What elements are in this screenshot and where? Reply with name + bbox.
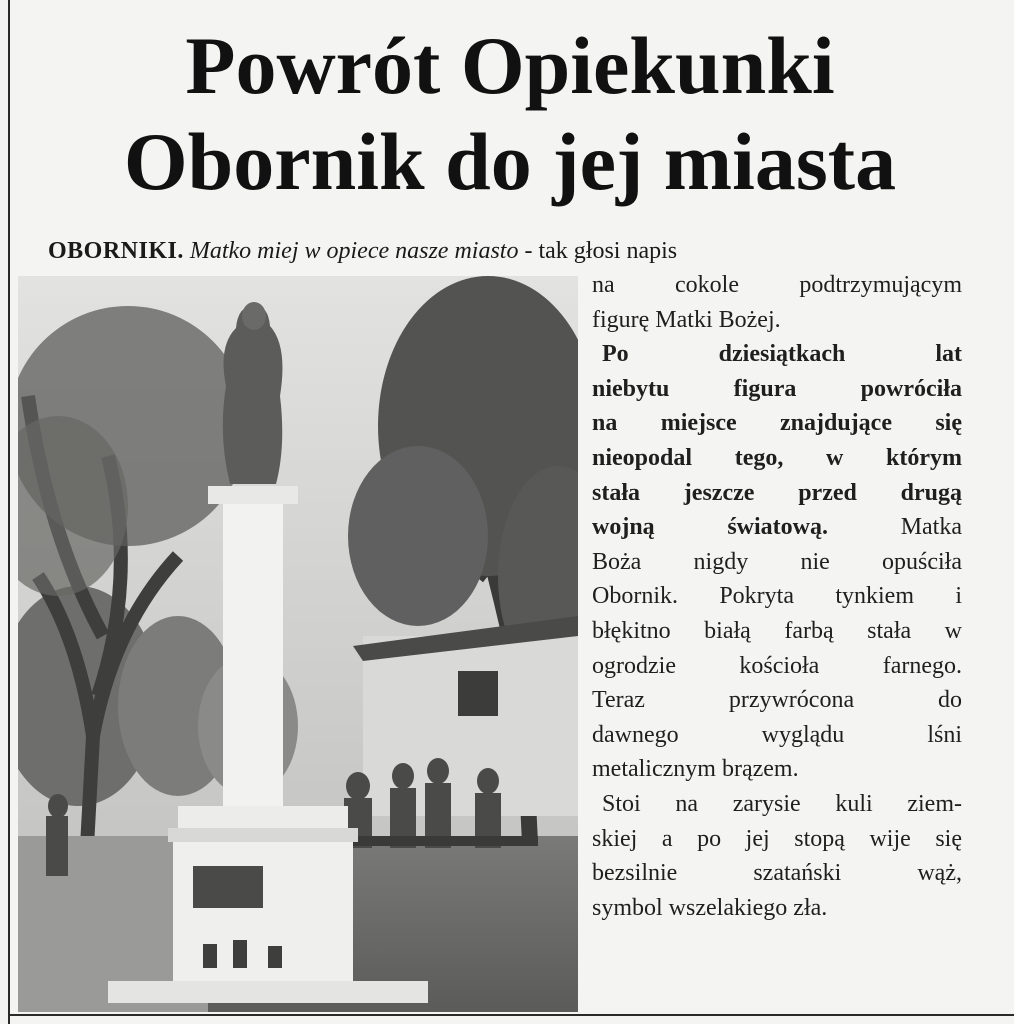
bold-line: nieopodal tego, w którym: [592, 444, 962, 471]
body-line: symbol wszelakiego zła.: [592, 894, 828, 921]
body-line: metalicznym brązem.: [592, 756, 799, 783]
body-line: bezsilnie szatański wąż,: [592, 860, 962, 887]
lead-text: - tak głosi napis: [518, 238, 678, 264]
mixed-line: [592, 510, 962, 545]
article-headline: [20, 18, 1000, 210]
bottom-rule: [8, 1014, 1014, 1016]
body-line: błękitno białą farbą stała w: [592, 617, 962, 644]
article-body: [592, 268, 962, 925]
body-line: Boża nigdy nie opuściła: [592, 548, 962, 575]
body-text: Matka: [828, 514, 962, 541]
bold-tail: wojną światową.: [592, 514, 829, 541]
left-column-rule: [8, 0, 10, 1024]
headline-line-2: Obornik do jej miasta: [123, 116, 897, 207]
article-photo: [18, 276, 578, 1012]
body-line: Teraz przywrócona do: [592, 687, 962, 714]
bold-line: stała jeszcze przed drugą: [592, 479, 962, 506]
statue-photo-illustration: [18, 276, 578, 1012]
bold-line: niebytu figura powróciła: [592, 375, 962, 402]
headline-line-1: Powrót Opiekunki: [185, 20, 835, 111]
dateline-location: OBORNIKI.: [48, 238, 184, 264]
article-lead: [48, 234, 988, 268]
inscription-quote: Matko miej w opiece nasze miasto: [189, 238, 519, 264]
body-line: figurę Matki Bożej.: [592, 306, 781, 333]
body-line: Obornik. Pokryta tynkiem i: [592, 583, 962, 610]
body-line: na cokole podtrzymującym: [592, 272, 962, 298]
body-line: ogrodzie kościoła farnego.: [592, 652, 962, 679]
body-line: skiej a po jej stopą wije się: [592, 825, 962, 852]
body-line: dawnego wyglądu lśni: [592, 721, 962, 748]
bold-line: Po dziesiątkach lat: [602, 341, 962, 368]
body-line: Stoi na zarysie kuli ziem-: [602, 790, 962, 817]
bold-line: na miejsce znajdujące się: [592, 410, 962, 437]
